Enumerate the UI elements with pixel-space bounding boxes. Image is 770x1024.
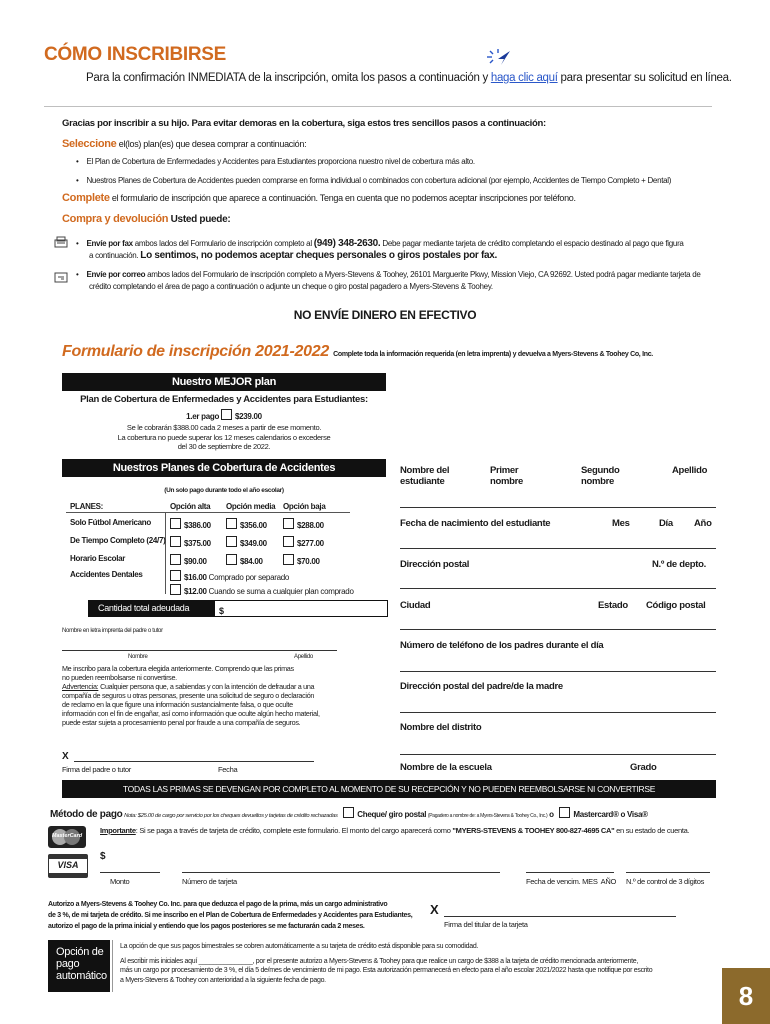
second-name-label: Segundo nombre bbox=[581, 465, 620, 487]
plan-name: Accidentes Dentales bbox=[70, 570, 143, 579]
intro-text: Para la confirmación INMEDIATA de la inscripción, omita los pasos a continuación y bbox=[86, 72, 488, 84]
apt-label: N.º de depto. bbox=[652, 559, 706, 570]
auto-payment-text: La opción de que sus pagos bimestrales se cobren automáticamente a su tarjeta de crédito está disponible para su comodidad. Al escribir mis iniciales aquí _______________, por el presente autorizo a Myers-Stevens & Toohey para que realice un cargo de $388 a la tarjeta de crédito mencionada anteriormente, más un cargo por procesamiento de 3 %, el día 5 de/mes de vencimiento de mi pago. Esta autorización permanecerá en efecto para el año escolar 2021/2022 hasta que notifique por escrito a Myers-Stevens & Toohey con anterioridad a la siguiente fecha de pago. bbox=[120, 943, 653, 984]
intro-text-post: para presentar su solicitud en línea. bbox=[560, 72, 732, 84]
auth-sign-x: X bbox=[430, 902, 439, 917]
parent-name-label: Nombre en letra imprenta del padre o tutor bbox=[62, 628, 163, 634]
step-complete bbox=[62, 192, 576, 204]
bullet-item: • El Plan de Cobertura de Enfermedades y Accidentes para Estudiantes proporciona nuestro nivel de cobertura más alto. bbox=[76, 157, 475, 166]
best-plan-name: Plan de Cobertura de Enfermedades y Accidentes para Estudiantes: bbox=[80, 394, 368, 405]
consent-text: Me inscribo para la cobertura elegida anteriormente. Comprendo que las primas no pueden reembolsarse ni convertirse. Advertencia: Cualquier persona que, a sabiendas y con la intención de defraudar a una compañía de seguros u otras personas, presente una solicitud de seguro o declaración de reclamo en la que figure una información sustancialmente falsa, o que oculte información con el fin de engañar, así como información que oculte algún hecho material, puede estar sujeta a procesamiento penal por fraude a una compañía de seguros. bbox=[62, 664, 320, 727]
payment-method-row: Método de pago Nota: $25.00 de cargo por servicio por los cheques devueltos y tarjetas de crédito rechazadas Cheque/ giro postal (Pagadero a nombre de: a Myers-Stevens & Toohey Co., Inc.) o Mastercard® o Visa® bbox=[50, 809, 648, 820]
birth-date-label: Fecha de nacimiento del estudiante bbox=[400, 518, 551, 529]
plan-option[interactable]: $356.00 bbox=[226, 518, 267, 530]
complete-text: el formulario de inscripción que aparece a continuación. Tenga en cuenta que no podemos aceptar inscripciones por teléfono. bbox=[111, 193, 576, 203]
amount-due-label-box bbox=[88, 600, 214, 617]
dental-option[interactable]: $16.00 Comprado por separado bbox=[170, 570, 289, 582]
expiry-input[interactable] bbox=[526, 872, 614, 873]
date-label: Fecha bbox=[218, 765, 238, 774]
form-subtitle: Complete toda la información requerida (en letra imprenta) y devuelva a Myers-Stevens & Toohey Co, Inc. bbox=[333, 351, 653, 358]
mastercard-logo: MasterCard bbox=[48, 826, 86, 848]
select-text: el(los) plan(es) que desea comprar a continuación: bbox=[118, 139, 307, 149]
plan-option[interactable]: $349.00 bbox=[226, 536, 267, 548]
plan-name: De Tiempo Completo (24/7) bbox=[70, 536, 166, 545]
mail-icon bbox=[54, 270, 68, 282]
card-number-label: Número de tarjeta bbox=[182, 877, 237, 886]
first-payment-amount: $239.00 bbox=[234, 412, 262, 421]
fax-instructions: • Envíe por fax ambos lados del Formulario de inscripción completo al (949) 348-2630. Debe pagar mediante tarjeta de crédito completando el espacio destinado al pago que figura a continuación. Lo sentimos, no podemos aceptar cheques personales o giros postales por fax. bbox=[76, 238, 684, 261]
plan-name: Solo Fútbol Americano bbox=[70, 518, 151, 527]
parent-phone-input[interactable] bbox=[400, 671, 716, 672]
school-label: Nombre de la escuela bbox=[400, 762, 492, 773]
plan-option[interactable]: $288.00 bbox=[283, 518, 324, 530]
card-checkbox[interactable] bbox=[559, 807, 570, 818]
city-input[interactable] bbox=[400, 629, 716, 630]
first-payment-label: 1.er pago bbox=[186, 412, 220, 421]
table-rule bbox=[66, 512, 350, 513]
zip-label: Código postal bbox=[646, 600, 706, 611]
student-name-input[interactable] bbox=[400, 507, 716, 508]
expiry-label: Fecha de vencim. MES AÑO bbox=[526, 877, 617, 886]
select-word: Seleccione bbox=[62, 138, 117, 150]
parent-address-input[interactable] bbox=[400, 712, 716, 713]
cardholder-signature-label: Firma del titular de la tarjeta bbox=[444, 920, 528, 929]
signature-label: Firma del padre o tutor bbox=[62, 765, 131, 774]
col-header: PLANES: bbox=[70, 502, 104, 511]
parent-name-input[interactable] bbox=[62, 650, 337, 651]
postal-address-input[interactable] bbox=[400, 588, 716, 589]
first-payment bbox=[62, 409, 386, 421]
plan-option[interactable]: $84.00 bbox=[226, 554, 263, 566]
city-label: Ciudad bbox=[400, 600, 431, 611]
auto-payment-box bbox=[48, 940, 110, 992]
first-payment-checkbox[interactable] bbox=[221, 409, 232, 420]
page-title: CÓMO INSCRIBIRSE bbox=[44, 44, 227, 65]
amount-due-input[interactable]: $ bbox=[214, 600, 388, 617]
visa-logo: VISA bbox=[48, 854, 88, 878]
cardholder-signature-input[interactable] bbox=[444, 916, 676, 917]
online-link[interactable]: haga clic aquí bbox=[490, 72, 558, 84]
plan-option[interactable]: $277.00 bbox=[283, 536, 324, 548]
amount-label: Monto bbox=[110, 877, 130, 886]
cursor-click-icon bbox=[484, 47, 514, 67]
page-number: 8 bbox=[738, 981, 754, 1011]
parent-address-label: Dirección postal del padre/de la madre bbox=[400, 681, 563, 692]
parent-signature-input[interactable] bbox=[74, 761, 314, 762]
step-select bbox=[62, 138, 306, 150]
fax-icon bbox=[54, 235, 68, 247]
best-note: La cobertura no puede superar los 12 meses calendarios o excederse bbox=[117, 432, 331, 442]
state-label: Estado bbox=[598, 600, 628, 611]
amount-due-label: Cantidad total adeudada bbox=[98, 603, 190, 613]
year-label: Año bbox=[694, 518, 712, 529]
card-number-input[interactable] bbox=[182, 872, 500, 873]
best-note: del 30 de septiembre de 2022. bbox=[177, 442, 271, 451]
grade-label: Grado bbox=[630, 762, 657, 773]
accident-note: (Un solo pago durante todo el año escolar) bbox=[164, 487, 284, 494]
table-rule bbox=[165, 512, 166, 594]
bullet-item: • Nuestros Planes de Cobertura de Accidentes pueden comprarse en forma individual o combinados con cobertura adicional (por ejemplo, Accidentes de Tiempo Completo + Dental) bbox=[76, 176, 672, 185]
student-name-label: Nombre del estudiante bbox=[400, 465, 450, 487]
form-title-row bbox=[62, 343, 653, 361]
name-label: Nombre bbox=[128, 654, 148, 660]
complete-word: Complete bbox=[62, 192, 110, 204]
plan-option[interactable]: $375.00 bbox=[170, 536, 211, 548]
accident-plans-bar: Nuestros Planes de Cobertura de Accidentes bbox=[62, 459, 386, 477]
plan-option[interactable]: $90.00 bbox=[170, 554, 207, 566]
surname-label: Apellido bbox=[294, 654, 313, 660]
cvv-label: N.º de control de 3 dígitos bbox=[626, 877, 705, 886]
page-number-tab bbox=[722, 968, 770, 1024]
best-plan-bar: Nuestro MEJOR plan bbox=[62, 373, 386, 391]
amount-input[interactable] bbox=[100, 872, 160, 873]
district-label: Nombre del distrito bbox=[400, 722, 482, 733]
postal-address-label: Dirección postal bbox=[400, 559, 470, 570]
cvv-input[interactable] bbox=[626, 872, 710, 873]
birth-date-input[interactable] bbox=[400, 548, 716, 549]
divider bbox=[44, 106, 712, 107]
plan-option[interactable]: $386.00 bbox=[170, 518, 211, 530]
divider bbox=[112, 940, 113, 992]
dollar-sign: $ bbox=[100, 851, 106, 862]
parent-phone-label: Número de teléfono de los padres durante el día bbox=[400, 640, 604, 651]
last-name-label: Apellido bbox=[672, 465, 708, 476]
col-header: Opción alta bbox=[170, 502, 211, 511]
buy-text: Usted puede: bbox=[170, 214, 231, 225]
buy-word: Compra y devolución bbox=[62, 213, 169, 225]
dental-option[interactable]: $12.00 Cuando se suma a cualquier plan comprado bbox=[170, 584, 354, 596]
authorization-text: Autorizo a Myers-Stevens & Toohey Co. Inc. para que deduzca el pago de la prima, más un cargo administrativo de 3 %, de mi tarjeta de crédito. Si me inscribo en el Plan de Cobertura de Enfermedades y Accidentes para Estudiantes, autorizo el pago de la prima inicial y entiendo que los pagos posteriores se me facturarán cada 2 meses. bbox=[48, 901, 413, 930]
intro-line bbox=[86, 72, 732, 84]
important-note: Importante: Si se paga a través de tarjeta de crédito, complete este formulario. El monto del cargo aparecerá como "MYERS-STEVENS & TOOHEY 800-827-4695 CA" en su estado de cuenta. bbox=[100, 826, 690, 835]
col-header: Opción baja bbox=[283, 502, 326, 511]
best-plan-notes bbox=[62, 423, 386, 452]
refund-policy-bar: TODAS LAS PRIMAS SE DEVENGAN POR COMPLETO AL MOMENTO DE SU RECEPCIÓN Y NO PUEDEN REEMBOLSARSE NI CONVERTIRSE bbox=[62, 780, 716, 798]
plan-name: Horario Escolar bbox=[70, 554, 126, 563]
auto-payment-title: Opción de pago automático bbox=[56, 946, 107, 982]
thanks-text: Gracias por inscribir a su hijo. Para evitar demoras en la cobertura, siga estos tres sencillos pasos a continuación: bbox=[62, 118, 546, 129]
district-input[interactable] bbox=[400, 754, 716, 755]
sign-x: X bbox=[62, 751, 69, 762]
step-buy bbox=[62, 213, 230, 225]
check-checkbox[interactable] bbox=[343, 807, 354, 818]
month-label: Mes bbox=[612, 518, 630, 529]
plan-option[interactable]: $70.00 bbox=[283, 554, 320, 566]
first-name-label: Primer nombre bbox=[490, 465, 524, 487]
mail-instructions: • Envíe por correo ambos lados del Formulario de inscripción completo a Myers-Stevens & Toohey, 26101 Marguerite Pkwy, Mission Viejo, CA 92692. Usted podrá pagar mediante tarjeta de crédito completando el área de pago a continuación o adjunte un cheque o giro postal pagadero a Myers-Stevens & Toohey. bbox=[76, 270, 701, 291]
form-title: Formulario de inscripción 2021-2022 bbox=[62, 343, 329, 360]
col-header: Opción media bbox=[226, 502, 276, 511]
day-label: Día bbox=[659, 518, 673, 529]
best-note: Se le cobrarán $388.00 cada 2 meses a partir de ese momento. bbox=[126, 423, 322, 432]
no-cash-notice: NO ENVÍE DINERO EN EFECTIVO bbox=[293, 308, 477, 322]
